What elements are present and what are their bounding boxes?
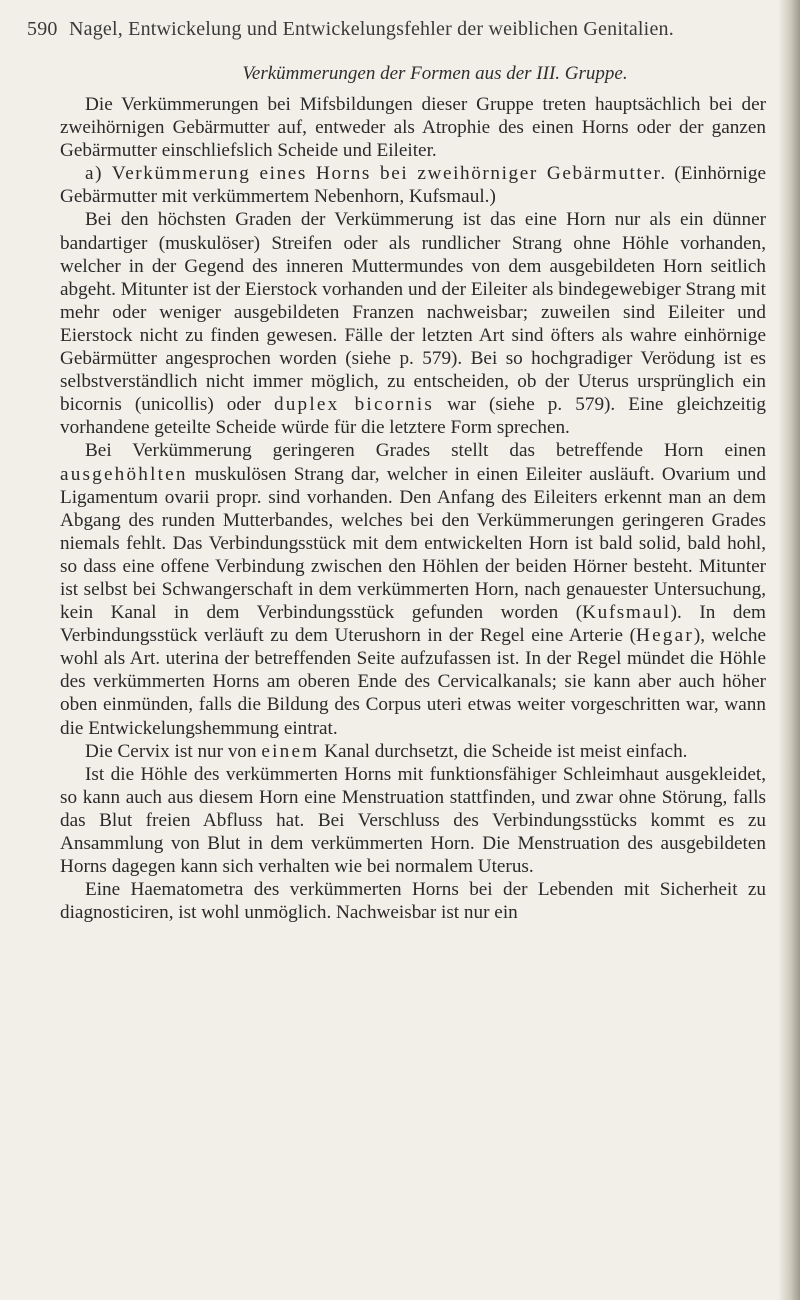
paragraph-subsection-a xyxy=(60,162,766,208)
author-hegar: Hegar xyxy=(636,625,694,647)
paragraph-lesser-grades: Bei Verkümmerung geringeren Grades stellt das betreffende Horn einen ausgehöhlten muskulösen Strang dar, welcher in einen Eileiter ausläuft. Ovarium und Ligamentum ovarii propr. sind vorhanden. Den Anfang des Eileiters erkennt man an dem Abgang des runden Mutterbandes, welches bei den Verkümmerungen geringeren Grades niemals fehlt. Das Verbindungsstück mit dem entwickelten Horn ist bald solid, bald hohl, so dass eine offene Verbindung zwischen den Höhlen der beiden Hörner besteht. Mitunter ist selbst bei Schwangerschaft in dem verkümmerten Horn, nach genauester Untersuchung, kein Kanal in dem Verbindungsstück gefunden worden (Kufsmaul). In dem Verbindungsstück verläuft zu dem Uterushorn in der Regel eine Arterie (Hegar), welche wohl als Art. uterina der betreffenden Seite aufzufassen ist. In der Regel mündet die Höhle des verkümmerten Horns am oberen Ende des Cervicalkanals; sie kann aber auch höher oben einmünden, falls die Bildung des Corpus uteri etwas weiter vorgeschritten war, wann die Entwickelungshemmung eintrat. xyxy=(60,440,766,739)
term-einem: einem xyxy=(261,740,320,762)
paragraph-intro: Die Verkümmerungen bei Mifsbildungen dieser Gruppe treten hauptsächlich bei der zweihörnigen Gebärmutter auf, entweder als Atrophie des einen Horns oder der ganzen Gebärmutter einschliefslich Scheide und Eileiter. xyxy=(60,94,766,162)
paragraph-haematometra: Eine Haematometra des verkümmerten Horns bei der Lebenden mit Sicherheit zu diagnosticiren, ist wohl unmöglich. Nachweisbar ist nur ein xyxy=(60,879,766,924)
subsection-note: (Einhörnige Gebärmutter mit verkümmertem Nebenhorn, Kufsmaul.) xyxy=(60,163,766,208)
page-number: 590 xyxy=(27,18,58,40)
header-title: Nagel, Entwickelung und Entwickelungsfehler der weiblichen Genitalien. xyxy=(69,18,674,40)
page-edge-shadow xyxy=(778,0,800,1300)
body-text xyxy=(60,93,766,924)
section-heading: Verkümmerungen der Formen aus der III. Gruppe. xyxy=(242,63,628,84)
term-ausgehoehlten: ausgehöhlten xyxy=(60,463,188,485)
term-duplex-bicornis: duplex bicornis xyxy=(273,394,435,416)
subsection-lead: a) Verkümmerung eines Horns bei zweihörniger Gebärmutter. xyxy=(85,163,667,185)
author-kufsmaul: Kufsmaul xyxy=(582,602,671,624)
running-header xyxy=(27,18,770,41)
paragraph-menstruation: Ist die Höhle des verkümmerten Horns mit funktionsfähiger Schleimhaut ausgekleidet, so kann auch aus diesem Horn eine Menstruation stattfinden, und zwar ohne Störung, falls das Blut freien Abfluss hat. Bei Verschluss des Verbindungsstücks kommt es zu Ansammlung von Blut in dem verkümmerten Horn. Die Menstruation des ausgebildeten Horns dagegen kann sich verhalten wie bei normalem Uterus. xyxy=(60,763,766,878)
book-page xyxy=(27,18,770,924)
paragraph-cervix: Die Cervix ist nur von einem Kanal durchsetzt, die Scheide ist meist einfach. xyxy=(85,740,688,762)
paragraph-highest-grades: Bei den höchsten Graden der Verkümmerung ist das eine Horn nur als ein dünner bandartiger (muskulöser) Streifen oder als rundlicher Strang ohne Höhle vorhanden, welcher in der Gegend des inneren Muttermundes von dem ausgebildeten Horn seitlich abgeht. Mitunter ist der Eierstock vorhanden und der Eileiter als bindegewebiger Strang mit mehr oder weniger ausgebildeten Franzen nachweisbar; zuweilen sind Eileiter und Eierstock nicht zu finden gewesen. Fälle der letzten Art sind öfters als wahre einhörnige Gebärmütter angesprochen worden (siehe p. 579). Bei so hochgradiger Verödung ist es selbstverständlich nicht immer möglich, zu entscheiden, ob der Uterus ursprünglich ein bicornis (unicollis) oder duplex bicornis war (siehe p. 579). Eine gleichzeitig vorhandene geteilte Scheide würde für die letztere Form sprechen. xyxy=(60,209,767,439)
